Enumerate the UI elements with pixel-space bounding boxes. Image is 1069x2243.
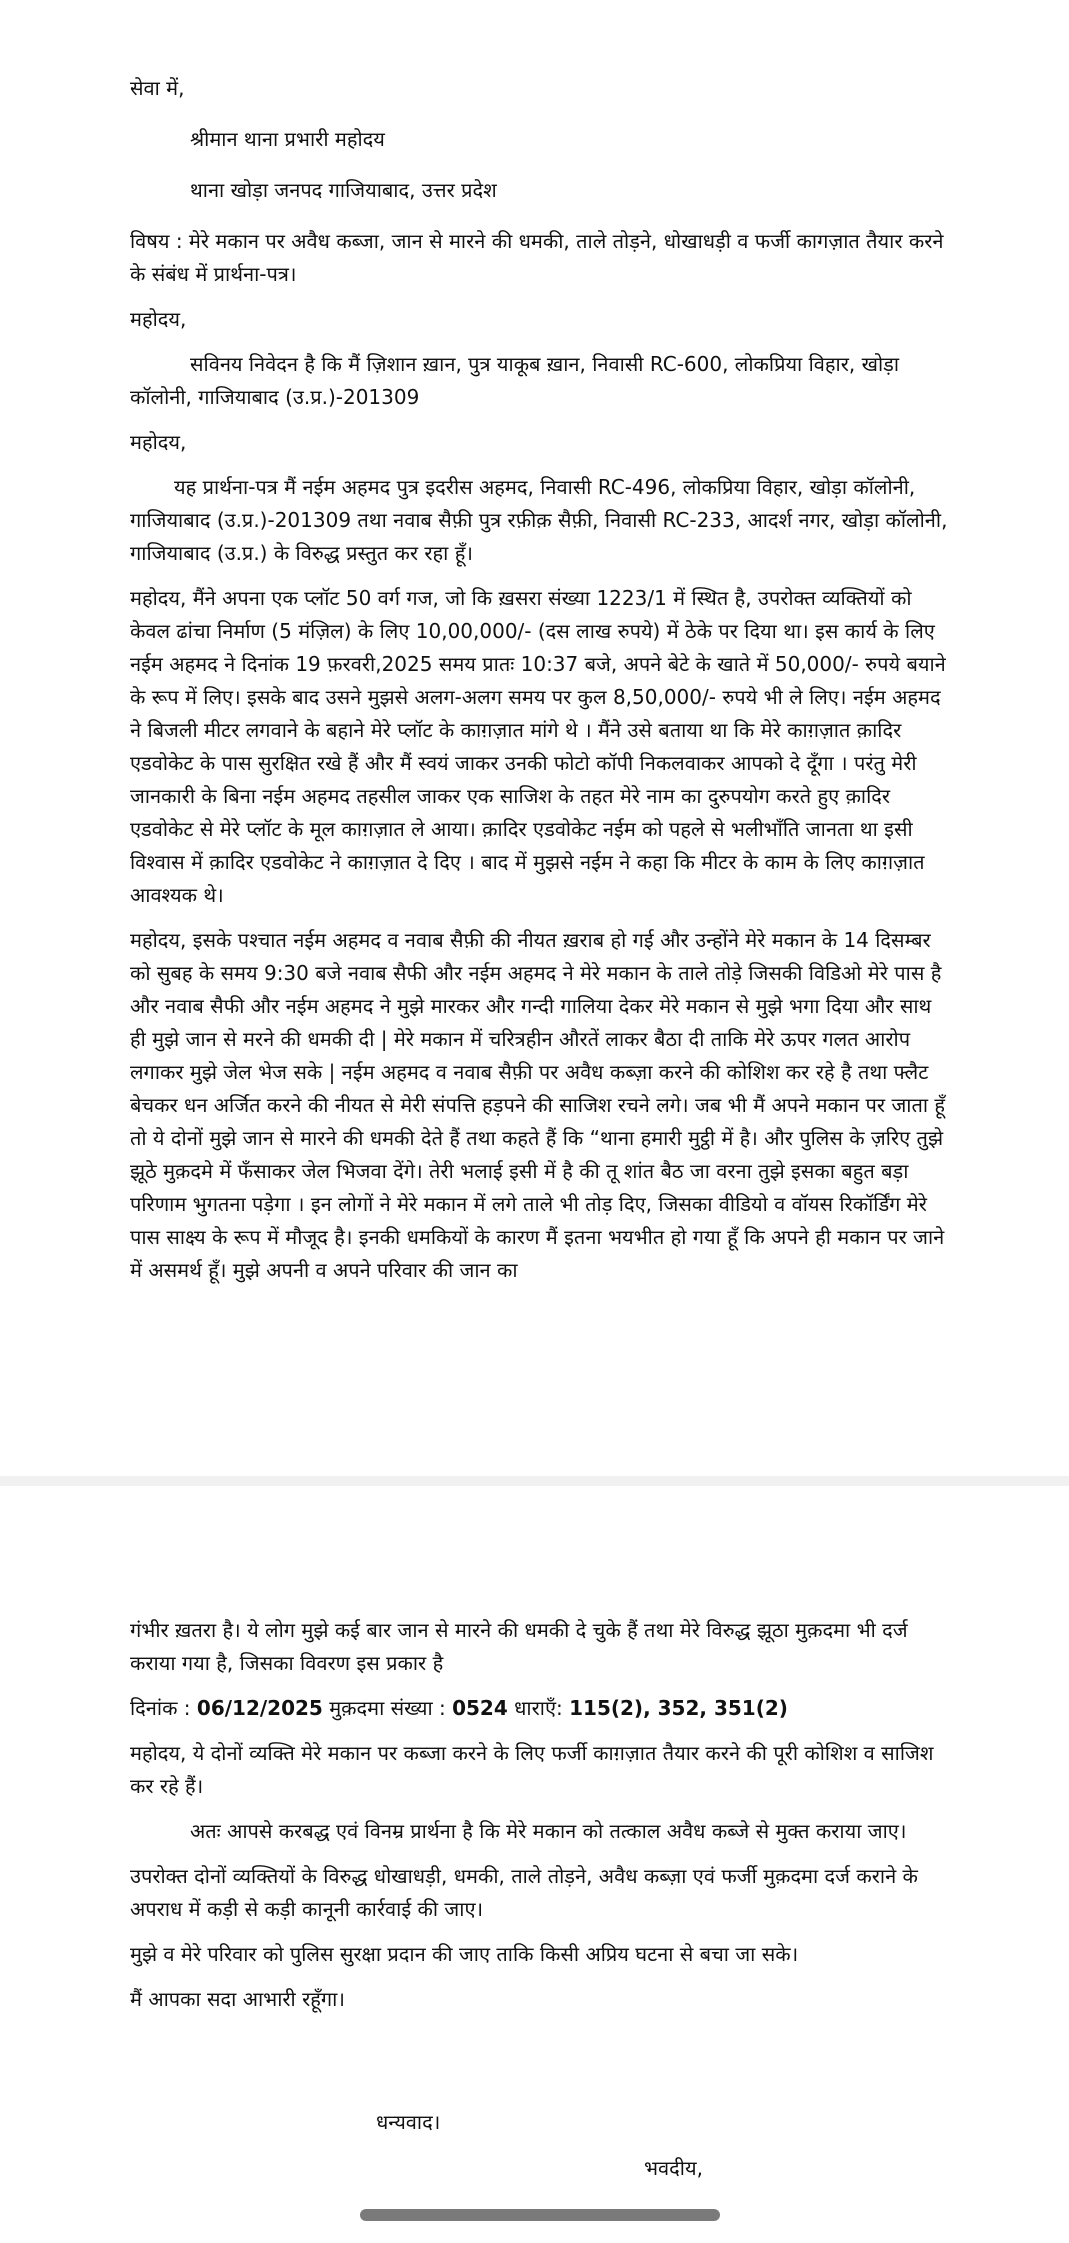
paragraph-forgery: महोदय, ये दोनों व्यक्ति मेरे मकान पर कब्जा करने के लिए फर्जी काग़ज़ात तैयार करने की पूरी कोशिश व साजिश कर रहे हैं।	[130, 1741, 934, 1798]
case-number-label: मुक़दमा संख्या :	[322, 1696, 453, 1720]
page-1-body	[130, 72, 950, 1299]
paragraph-false-case: गंभीर ख़तरा है। ये लोग मुझे कई बार जान से मारने की धमकी दे चुके हैं तथा मेरे विरुद्ध झूठा मुक़दमा भी दर्ज कराया गया है, जिसका विवरण इस प्रकार है	[130, 1618, 908, 1675]
case-date-label: दिनांक :	[130, 1696, 197, 1720]
paragraph-plot-details: महोदय, मैंने अपना एक प्लॉट 50 वर्ग गज, जो कि ख़सरा संख्या 1223/1 में स्थित है, उपरोक्त व्यक्तियों को केवल ढांचा निर्माण (5 मंज़िल) के लिए 10,00,000/- (दस लाख रुपये) में ठेके पर दिया था। इस कार्य के लिए नईम अहमद ने दिनांक 19 फ़रवरी,2025 समय प्रातः 10:37 बजे, अपने बेटे के खाते में 50,000/- रुपये बयाने के रूप में लिए। इसके बाद उसने मुझसे अलग-अलग समय पर कुल 8,50,000/- रुपये भी ले लिए। नईम अहमद ने बिजली मीटर लगवाने के बहाने मेरे प्लॉट के काग़ज़ात मांगे थे । मैंने उसे बताया था कि मेरे काग़ज़ात क़ादिर एडवोकेट के पास सुरक्षित रखे हैं और मैं स्वयं जाकर उनकी फोटो कॉपी निकलवाकर आपको दे दूँगा । परंतु मेरी जानकारी के बिना नईम अहमद तहसील जाकर एक साजिश के तहत मेरे नाम का दुरुपयोग करते हुए क़ादिर एडवोकेट से मेरे प्लॉट के मूल काग़ज़ात ले आया। क़ादिर एडवोकेट नईम को पहले से भलीभाँति जानता था इसी विश्वास में क़ादिर एडवोकेट ने काग़ज़ात दे दिए । बाद में मुझसे नईम ने कहा कि मीटर के काम के लिए काग़ज़ात आवश्यक थे।	[130, 586, 946, 907]
case-details	[130, 1692, 950, 1725]
case-date: 06/12/2025	[196, 1696, 323, 1720]
home-indicator-bar[interactable]	[360, 2209, 720, 2221]
page-separator	[0, 1476, 1069, 1486]
thanks-text: धन्यवाद।	[376, 2110, 441, 2134]
greeting: महोदय,	[130, 307, 187, 331]
closing-text: भवदीय,	[644, 2156, 703, 2180]
addressee-title: श्रीमान थाना प्रभारी महोदय	[190, 127, 385, 151]
paragraph-legal-action: उपरोक्त दोनों व्यक्तियों के विरुद्ध धोखाधड़ी, धमकी, ताले तोड़ने, अवैध कब्ज़ा एवं फर्जी मुक़दमा दर्ज कराने के अपराध में कड़ी से कड़ी कानूनी कार्रवाई की जाए।	[130, 1864, 918, 1921]
greeting: महोदय,	[130, 430, 187, 454]
document-page-2	[0, 1486, 1069, 2243]
subject-line: विषय : मेरे मकान पर अवैध कब्जा, जान से मारने की धमकी, ताले तोड़ने, धोखाधड़ी व फर्जी कागज़ात तैयार करने के संबंध में प्रार्थना-पत्र।	[130, 229, 944, 286]
paragraph-request: अतः आपसे करबद्ध एवं विनम्र प्रार्थना है कि मेरे मकान को तत्काल अवैध कब्जे से मुक्त कराया जाए।	[190, 1819, 907, 1843]
case-sections: 115(2), 352, 351(2)	[569, 1696, 788, 1720]
salutation: सेवा में,	[130, 76, 185, 100]
paragraph-gratitude: मैं आपका सदा आभारी रहूँगा।	[130, 1987, 345, 2011]
paragraph-police-protection: मुझे व मेरे परिवार को पुलिस सुरक्षा प्रदान की जाए ताकि किसी अप्रिय घटना से बचा जा सके।	[130, 1942, 799, 1966]
addressee-station: थाना खोड़ा जनपद गाजियाबाद, उत्तर प्रदेश	[190, 178, 497, 202]
applicant-intro: सविनय निवेदन है कि मैं ज़िशान ख़ान, पुत्र याकूब ख़ान, निवासी RC-600, लोकप्रिया विहार, खोड़ा कॉलोनी, गाजियाबाद (उ.प्र.)-201309	[130, 352, 900, 409]
paragraph-respondents: यह प्रार्थना-पत्र मैं नईम अहमद पुत्र इदरीस अहमद, निवासी RC-496, लोकप्रिया विहार, खोड़ा कॉलोनी, गाजियाबाद (उ.प्र.)-201309 तथा नवाब सैफ़ी पुत्र रफ़ीक़ सैफ़ी, निवासी RC-233, आदर्श नगर, खोड़ा कॉलोनी, गाजियाबाद (उ.प्र.) के विरुद्ध प्रस्तुत कर रहा हूँ।	[130, 475, 948, 565]
case-sections-label: धाराएँ:	[507, 1696, 570, 1720]
paragraph-threats: महोदय, इसके पश्चात नईम अहमद व नवाब सैफ़ी की नीयत ख़राब हो गई और उन्होंने मेरे मकान के 14 दिसम्बर को सुबह के समय 9:30 बजे नवाब सैफी और नईम अहमद ने मेरे मकान के ताले तोड़े जिसकी विडिओ मेरे पास है और नवाब सैफी और नईम अहमद ने मुझे मारकर और गन्दी गालिया देकर मेरे मकान से मुझे भगा दिया और साथ ही मुझे जान से मरने की धमकी दी | मेरे मकान में चरित्रहीन औरतें लाकर बैठा दी ताकि मेरे ऊपर गलत आरोप लगाकर मुझे जेल भेज सके | नईम अहमद व नवाब सैफ़ी पर अवैध कब्ज़ा करने की कोशिश कर रहे है तथा फ्लैट बेचकर धन अर्जित करने की नीयत से मेरी संपत्ति हड़पने की साजिश रचने लगे। जब भी मैं अपने मकान पर जाता हूँ तो ये दोनों मुझे जान से मारने की धमकी देते हैं तथा कहते हैं कि “थाना हमारी मुट्ठी में है। और पुलिस के ज़रिए तुझे झूठे मुक़दमे में फँसाकर जेल भिजवा देंगे। तेरी भलाई इसी में है की तू शांत बैठ जा वरना तुझे इसका बहुत बड़ा परिणाम भुगतना पड़ेगा । इन लोगों ने मेरे मकान में लगे ताले भी तोड़ दिए, जिसका वीडियो व वॉयस रिकॉर्डिंग मेरे पास साक्ष्य के रूप में मौजूद है। इनकी धमकियों के कारण मैं इतना भयभीत हो गया हूँ कि अपने ही मकान पर जाने में असमर्थ हूँ। मुझे अपनी व अपने परिवार की जान का	[130, 928, 946, 1282]
case-number: 0524	[452, 1696, 508, 1720]
page-2-body	[130, 1614, 950, 2028]
